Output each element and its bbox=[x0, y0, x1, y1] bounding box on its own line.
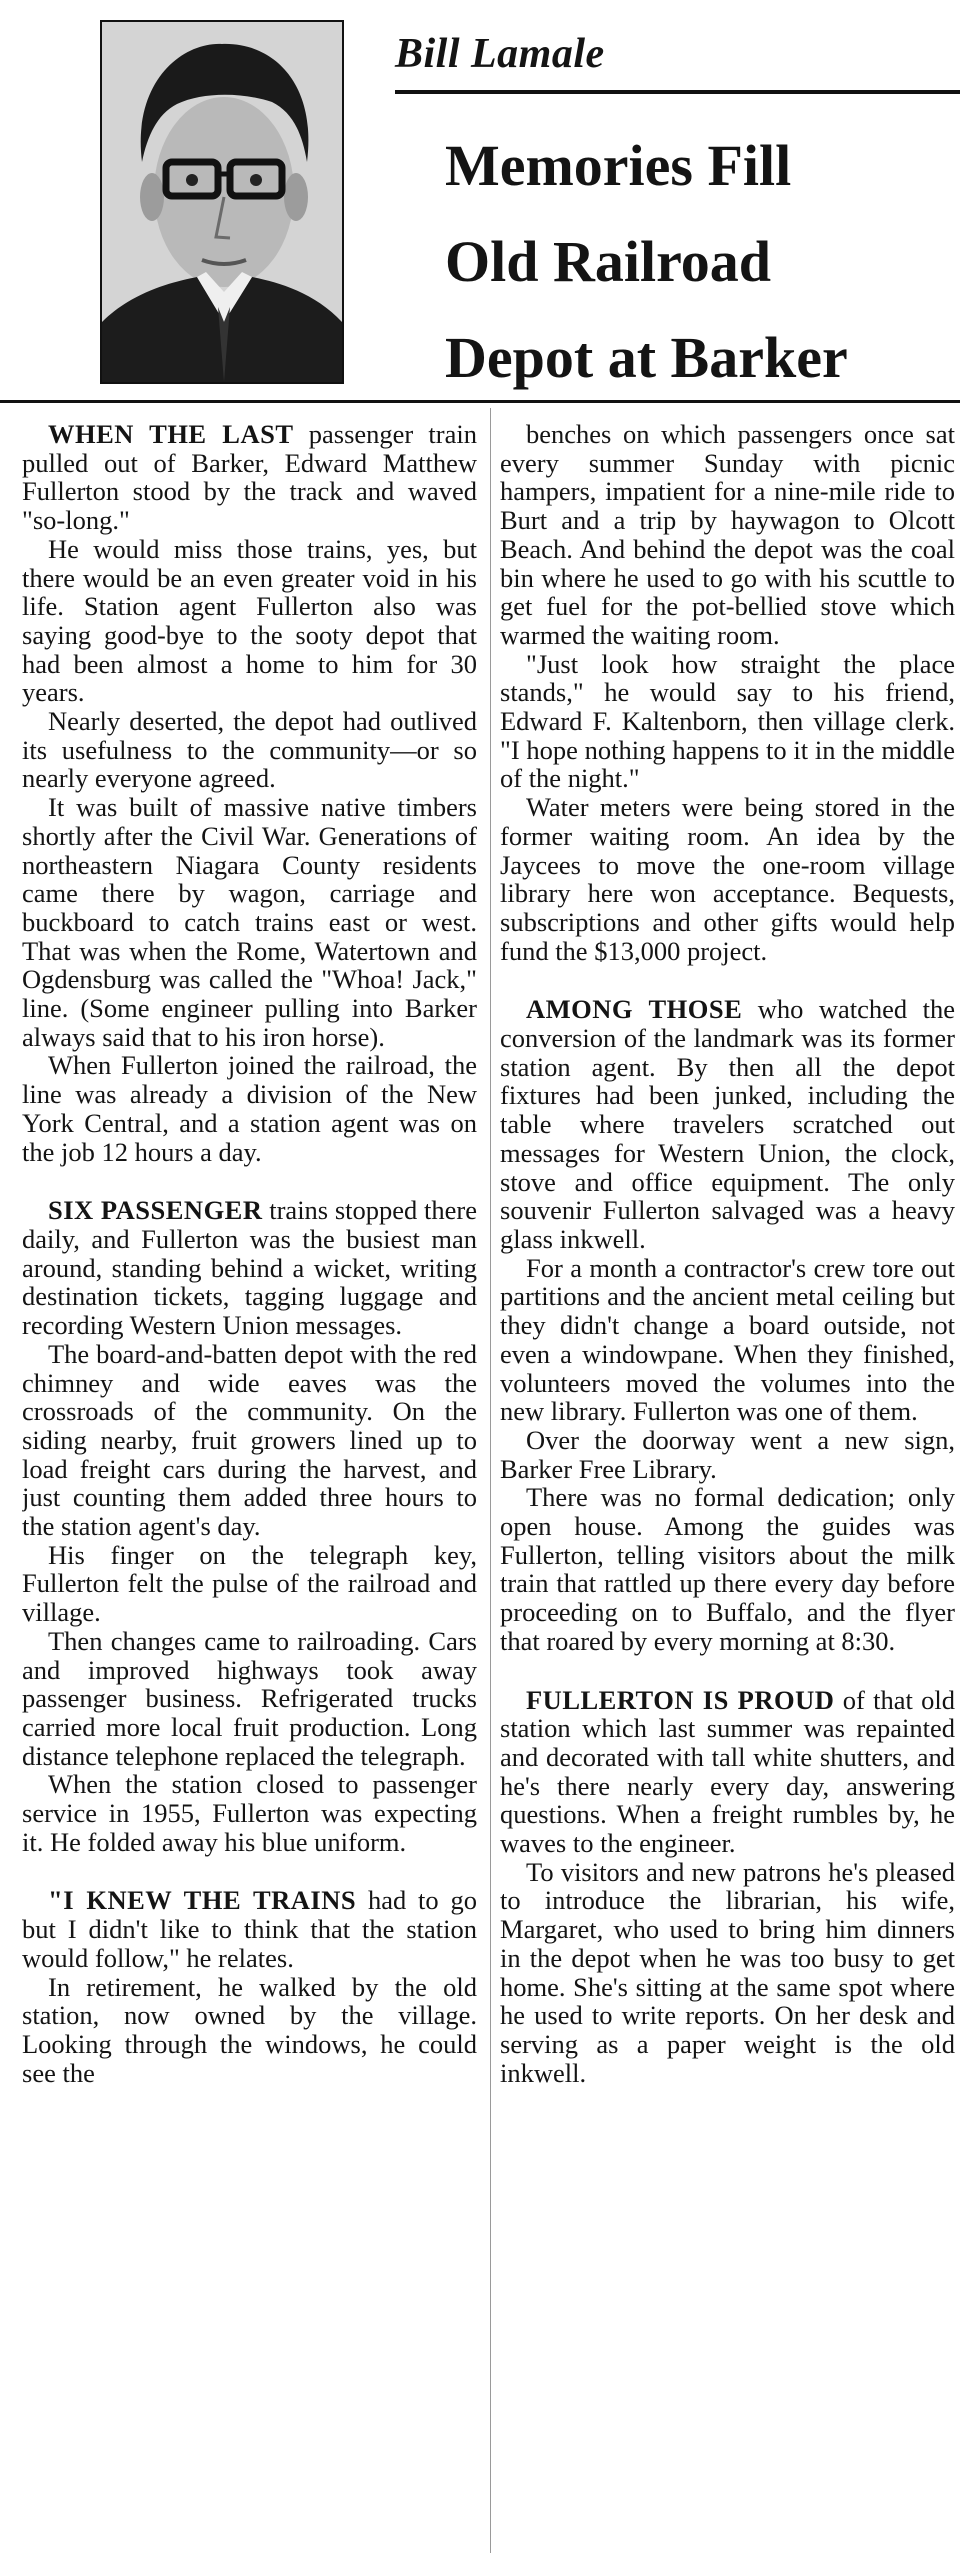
column-divider bbox=[490, 408, 491, 2553]
headline-line: Depot at Barker bbox=[445, 325, 848, 390]
section-kicker: WHEN THE LAST bbox=[48, 420, 294, 449]
paragraph-text: passenger train pulled out of Barker, Edward Matthew Fullerton stood by the track and waved "so-long." bbox=[22, 420, 477, 536]
paragraph-text: The board-and-batten depot with the red chimney and wide eaves was the crossroads of the community. On the siding nearby, fruit growers lined up to load freight cars during the harvest, and just counting them added three hours to the station agent's day. bbox=[22, 1338, 477, 1542]
article-paragraph bbox=[22, 420, 477, 535]
article-paragraph bbox=[22, 1973, 477, 2088]
paragraph-text: benches on which passengers once sat every summer Sunday with picnic hampers, impatient for a nine-mile ride to Burt and a trip by haywagon to Olcott Beach. And behind the depot was the coal bin where he used to go with his scuttle to get fuel for the pot-bellied stove which warmed the waiting room. bbox=[500, 420, 955, 650]
paragraph-text: His finger on the telegraph key, Fullerton felt the pulse of the railroad and village. bbox=[22, 1539, 477, 1628]
paragraph-text: Water meters were being stored in the former waiting room. An idea by the Jaycees to move the one-room village library here won acceptance. Bequests, subscriptions and other gifts would help fund the $13,000 project. bbox=[500, 792, 955, 966]
article-paragraph bbox=[22, 1541, 477, 1627]
article-paragraph bbox=[500, 793, 955, 965]
article-paragraph bbox=[500, 420, 955, 650]
article-paragraph bbox=[22, 1051, 477, 1166]
article-paragraph bbox=[22, 1770, 477, 1856]
article-paragraph bbox=[22, 1886, 477, 1972]
article-paragraph bbox=[500, 1426, 955, 1483]
section-gap bbox=[500, 1656, 955, 1686]
section-gap bbox=[22, 1856, 477, 1886]
article-column-left bbox=[22, 420, 477, 2550]
article-paragraph bbox=[500, 650, 955, 794]
headline-line: Old Railroad bbox=[445, 229, 772, 294]
paragraph-text: of that old station which last summer was repainted and decorated with tall white shutters, and he's there nearly every day, answering questions. When a freight rumbles by, he waves to the engineer. bbox=[500, 1684, 955, 1859]
section-kicker: SIX PASSENGER bbox=[48, 1195, 263, 1226]
article-paragraph bbox=[22, 707, 477, 793]
article-paragraph bbox=[22, 1196, 477, 1340]
paragraph-text: For a month a contractor's crew tore out partitions and the ancient metal ceiling but they didn't change a board outside, not even a windowpane. When they finished, volunteers moved the volumes into the new library. Fullerton was one of them. bbox=[500, 1252, 955, 1427]
article-paragraph bbox=[22, 1627, 477, 1771]
header-rule bbox=[0, 400, 960, 403]
paragraph-text: Nearly deserted, the depot had outlived its usefulness to the community—or so nearly everyone agreed. bbox=[22, 706, 477, 794]
article-paragraph bbox=[22, 793, 477, 1051]
paragraph-text: He would miss those trains, yes, but there would be an even greater void in his life. Station agent Fullerton also was saying good-bye to the sooty depot that had been almost a home to him for 30 years. bbox=[22, 533, 477, 708]
byline-rule bbox=[395, 90, 960, 94]
paragraph-text: When the station closed to passenger service in 1955, Fullerton was expecting it. He folded away his blue uniform. bbox=[22, 1769, 477, 1857]
article-column-right bbox=[500, 420, 955, 2550]
paragraph-text: In retirement, he walked by the old station, now owned by the village. Looking through the windows, he could see the bbox=[22, 1971, 477, 2088]
paragraph-text: To visitors and new patrons he's pleased to introduce the librarian, his wife, Margaret, who used to bring him dinners in the depot when he was too busy to get home. She's sitting at the same spot where he used to write reports. On her desk and serving as a paper weight is the old inkwell. bbox=[500, 1856, 955, 2088]
article-paragraph bbox=[22, 535, 477, 707]
headline-line: Memories Fill bbox=[445, 133, 792, 198]
paragraph-text: It was built of massive native timbers shortly after the Civil War. Generations of northeastern Niagara County residents came there by wagon, carriage and buckboard to catch trains east or west. That was when the Rome, Watertown and Ogdensburg was called the "Whoa! Jack," line. (Some engineer pulling into Barker always said that to his iron horse). bbox=[22, 792, 477, 1052]
headline bbox=[445, 118, 945, 406]
article-paragraph bbox=[500, 995, 955, 1253]
paragraph-text: There was no formal dedication; only open house. Among the guides was Fullerton, telling visitors about the milk train that rattled up there every day before proceeding on to Buffalo, and the flyer that roared by every morning at 8:30. bbox=[500, 1482, 955, 1656]
article-paragraph bbox=[22, 1340, 477, 1541]
paragraph-text: trains stopped there daily, and Fullerton was the busiest man around, standing behind a wicket, writing destination tickets, tagging luggage and recording Western Union messages. bbox=[22, 1195, 477, 1341]
article-paragraph bbox=[500, 1483, 955, 1655]
paragraph-text: Then changes came to railroading. Cars and improved highways took away passenger business. Refrigerated trucks carried more local fruit production. Long distance telephone replaced the telegraph. bbox=[22, 1625, 477, 1771]
section-gap bbox=[500, 965, 955, 995]
section-kicker: "I KNEW THE TRAINS bbox=[48, 1885, 357, 1916]
paragraph-text: had to go but I didn't like to think that the station would follow," he relates. bbox=[22, 1885, 477, 1973]
section-kicker: AMONG THOSE bbox=[526, 994, 743, 1025]
section-gap bbox=[22, 1166, 477, 1196]
author-portrait bbox=[100, 20, 344, 384]
author-byline: Bill Lamale bbox=[395, 31, 605, 77]
article-paragraph bbox=[500, 1858, 955, 2088]
paragraph-text: When Fullerton joined the railroad, the line was already a division of the New York Central, and a station agent was on the job 12 hours a day. bbox=[22, 1050, 477, 1167]
article-paragraph bbox=[500, 1254, 955, 1426]
paragraph-text: who watched the conversion of the landmark was its former station agent. By then all the depot fixtures had been junked, including the table where travelers scratched out messages for Western Union, the clock, stove and office equipment. The only souvenir Fullerton salvaged was a heavy glass inkwell. bbox=[500, 994, 955, 1254]
article-paragraph bbox=[500, 1686, 955, 1858]
paragraph-text: "Just look how straight the place stands," he would say to his friend, Edward F. Kaltenborn, then village clerk. "I hope nothing happens to it in the middle of the night." bbox=[500, 648, 955, 794]
paragraph-text: Over the doorway went a new sign, Barker Free Library. bbox=[500, 1424, 955, 1484]
section-kicker: FULLERTON IS PROUD bbox=[526, 1684, 835, 1715]
